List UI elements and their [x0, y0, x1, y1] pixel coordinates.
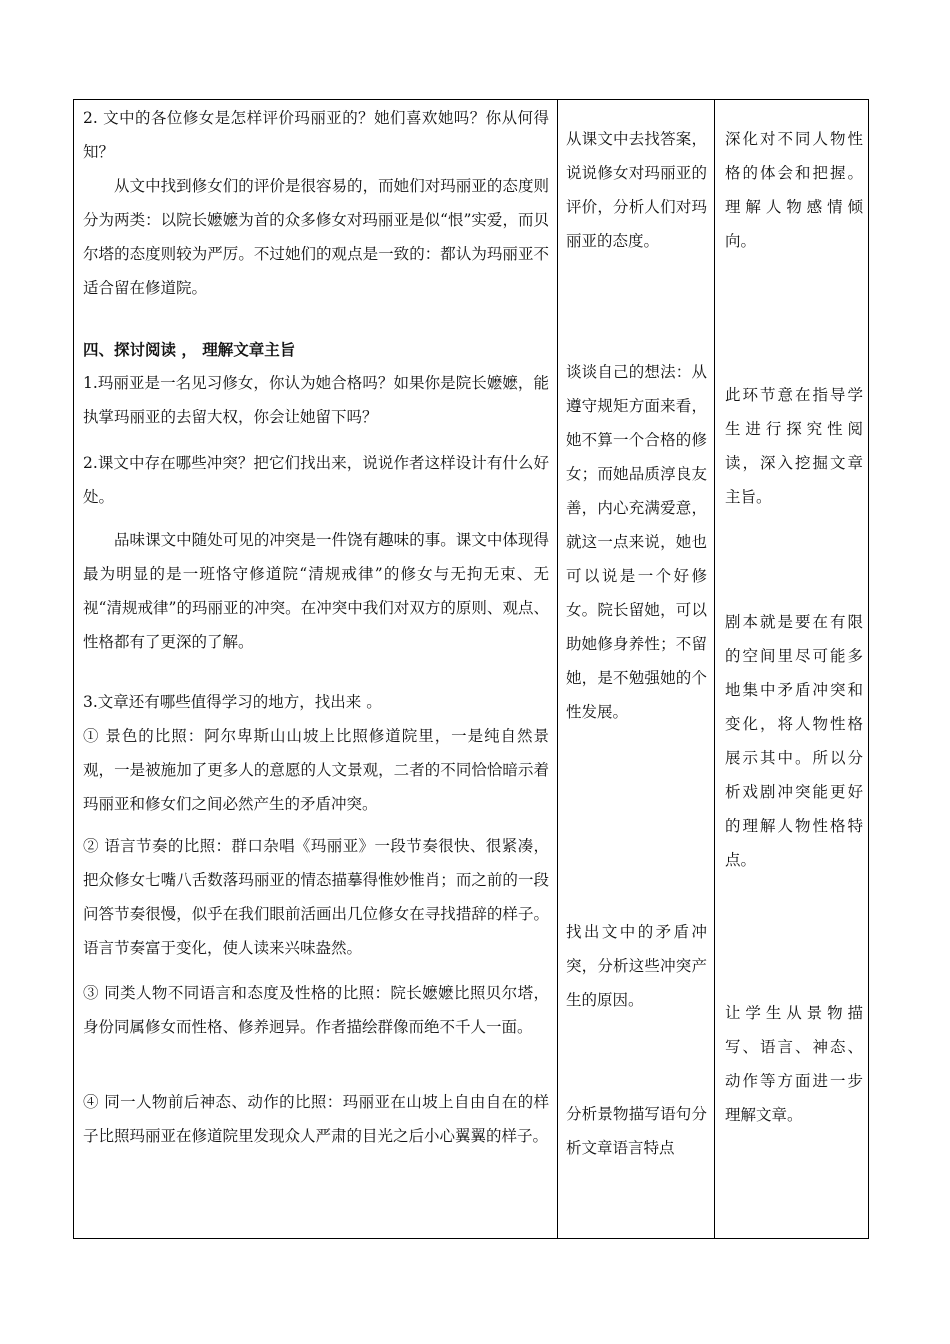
student-activity-3: 找出文中的矛盾冲突，分析这些冲突产生的原因。: [566, 923, 707, 1009]
design-intent-1: 深化对不同人物性格的体会和把握。理解人物感情倾向。: [725, 130, 863, 250]
design-intent-3: 剧本就是要在有限的空间里尽可能多地集中矛盾冲突和变化，将人物性格展示其中。所以分析戏剧冲突能更好的理解人物性格特点。: [725, 613, 863, 869]
section-4-question-1: 1.玛丽亚是一名见习修女，你认为她合格吗？如果你是院长嬷嬷，能执掌玛丽亚的去留大权，你会让她留下吗？: [83, 374, 549, 426]
comparison-point-4: ④ 同一人物前后神态、动作的比照：玛丽亚在山坡上自由自在的样子比照玛丽亚在修道院里发现众人严肃的目光之后小心翼翼的样子。: [83, 1093, 549, 1145]
question-2-answer: 从文中找到修女们的评价是很容易的，而她们对玛丽亚的态度则分为两类：以院长嬷嬷为首的众多修女对玛丽亚是似“恨”实爱，而贝尔塔的态度则较为严厉。不过她们的观点是一致的：都认为玛丽亚不适合留在修道院。: [83, 177, 549, 297]
section-4-question-2-answer: 品味课文中随处可见的冲突是一件饶有趣味的事。课文中体现得最为明显的是一班恪守修道院“清规戒律”的修女与无拘无束、无视“清规戒律”的玛丽亚的冲突。在冲突中我们对双方的原则、观点、性格都有了更深的了解。: [83, 531, 549, 651]
section-4-heading: 四、探讨阅读 ， 理解文章主旨: [83, 340, 296, 359]
section-4-question-3: 3.文章还有哪些值得学习的地方，找出来 。: [83, 693, 382, 711]
student-activity-1: 从课文中去找答案，说说修女对玛丽亚的评价，分析人们对玛丽亚的态度。: [566, 130, 707, 250]
lesson-plan-table: [73, 99, 869, 1239]
question-2: 2. 文中的各位修女是怎样评价玛丽亚的？她们喜欢她吗？你从何得知？: [83, 109, 549, 161]
comparison-point-3: ③ 同类人物不同语言和态度及性格的比照：院长嬷嬷比照贝尔塔，身份同属修女而性格、修养迥异。作者描绘群像而绝不千人一面。: [83, 984, 549, 1036]
student-activity-2: 谈谈自己的想法：从遵守规矩方面来看，她不算一个合格的修女；而她品质淳良友善，内心充满爱意，就这一点来说，她也可以说是一个好修女。院长留她，可以助她修身养性；不留她，是不勉强她的个性发展。: [566, 363, 707, 721]
design-intent-2: 此环节意在指导学生进行探究性阅读，深入挖掘文章主旨。: [725, 386, 863, 506]
design-intent-column: [714, 100, 869, 1238]
design-intent-4: 让学生从景物描写、语言、神态、动作等方面进一步理解文章。: [725, 1004, 863, 1124]
comparison-point-2: ② 语言节奏的比照：群口杂唱《玛丽亚》一段节奏很快、很紧凑，把众修女七嘴八舌数落玛丽亚的情态描摹得惟妙惟肖；而之前的一段问答节奏很慢，似乎在我们眼前活画出几位修女在寻找措辞的样子。语言节奏富于变化，使人读来兴味盎然。: [83, 837, 549, 957]
teaching-content-column: [74, 100, 557, 1238]
section-4-question-2: 2.课文中存在哪些冲突？把它们找出来，说说作者这样设计有什么好处。: [83, 454, 549, 506]
student-activity-column: [557, 100, 714, 1238]
student-activity-4: 分析景物描写语句分析文章语言特点: [566, 1105, 707, 1157]
comparison-point-1: ① 景色的比照：阿尔卑斯山山坡上比照修道院里，一是纯自然景观，一是被施加了更多人的意愿的人文景观，二者的不同恰恰暗示着玛丽亚和修女们之间必然产生的矛盾冲突。: [83, 727, 549, 813]
